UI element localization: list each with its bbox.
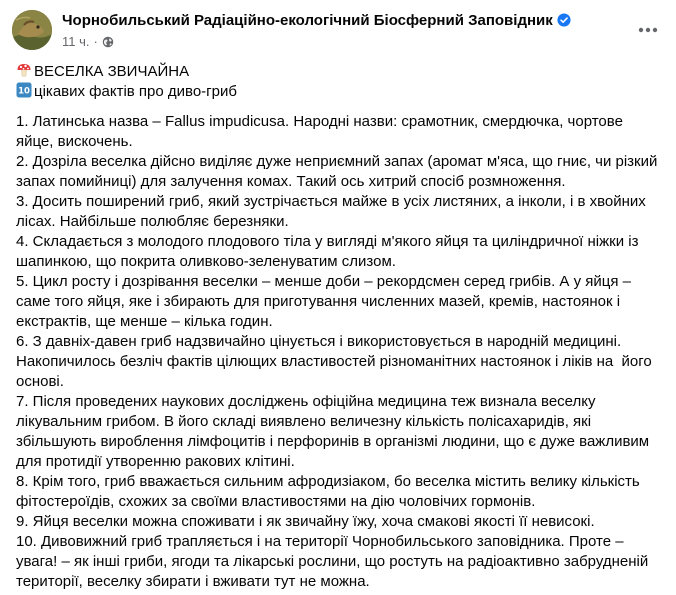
post-meta	[62, 34, 114, 49]
fact-item: 2. Дозріла веселка дійсно виділяє дуже неприємний запах (аромат м'яса, що гниє, чи різкий запах помийниці) для залучення комах. Такий ось хитрий спосіб розмноження.	[16, 153, 662, 190]
fact-item: 1. Латинська назва – Fallus impudicusa. Народні назви: срамотник, смердючка, чортове яйце, вискочень.	[16, 113, 628, 150]
fact-item: 8. Крім того, гриб вважається сильним афродизіаком, бо веселка містить велику кількість фітостероїдів, схожих за своїми властивостями на дію чоловічих гормонів.	[16, 473, 644, 510]
svg-text:10: 10	[18, 86, 30, 97]
keycap-ten-icon	[16, 82, 32, 98]
more-horizontal-icon	[638, 27, 658, 33]
post-header	[12, 8, 664, 56]
fact-item: 4. Складається з молодого плодового тіла у вигляді м'якого яйця та циліндричної ніжки із шапинкою, що покрита оливково-зеленуватим слизом.	[16, 233, 643, 270]
post-title: ВЕСЕЛКА ЗВИЧАЙНА	[34, 63, 190, 80]
page-name-link[interactable]	[62, 12, 571, 29]
meta-separator: ·	[93, 34, 98, 49]
fact-item: 5. Цикл росту і дозрівання веселки – менше доби – рекордсмен серед грибів. А у яйця – саме того яйця, яке і збирають для приготування численних мазей, кремів, настоянок і екстрактів, ще менше – кілька годин.	[16, 273, 636, 330]
globe-icon[interactable]	[102, 36, 114, 48]
verified-badge-icon	[557, 13, 571, 27]
fact-item: 3. Досить поширений гриб, який зустрічається майже в усіх листяних, а інколи, і в хвойних лісах. Найбільше полюбляє березняки.	[16, 193, 650, 230]
fact-item: 7. Після проведених наукових досліджень офіційна медицина теж визнала веселку лікувальним грибом. В його складі виявлено величезну кількість полісахаридів, які збільшують вироблення лімфоцитів і перфоринів в організмі людини, що є дуже важливим для протидії утворенню ракових клітині.	[16, 393, 654, 470]
fact-item: 9. Яйця веселки можна споживати і як звичайну їжу, хоча смакові якості її невисокі.	[16, 513, 595, 530]
post-subtitle-line	[16, 82, 662, 102]
post-content	[16, 62, 662, 592]
page-avatar[interactable]	[12, 10, 52, 50]
post-subtitle: цікавих фактів про диво-гриб	[34, 83, 237, 100]
avatar-image	[12, 10, 52, 50]
post-timestamp[interactable]: 11 ч.	[62, 34, 90, 49]
fact-item: 6. З давніх-давен гриб надзвичайно цінується і використовується в народній медицині. Накопичилось безліч фактів цілющих властивостей різноманітних настоянок і ліків на його основі.	[16, 333, 656, 390]
more-options-button[interactable]	[634, 16, 662, 44]
facts-list	[16, 112, 662, 592]
post-title-line	[16, 62, 662, 82]
fact-item: 10. Дивовижний гриб трапляється і на території Чорнобильського заповідника. Проте – увага! – як інші гриби, ягоди та лікарські рослини, що ростуть на радіоактивно забрудненій території, веселку збирати і вживати тут не можна.	[16, 533, 653, 590]
mushroom-icon	[16, 62, 32, 78]
page-name[interactable]: Чорнобильський Радіаційно-екологічний Біосферний Заповідник	[62, 12, 553, 29]
